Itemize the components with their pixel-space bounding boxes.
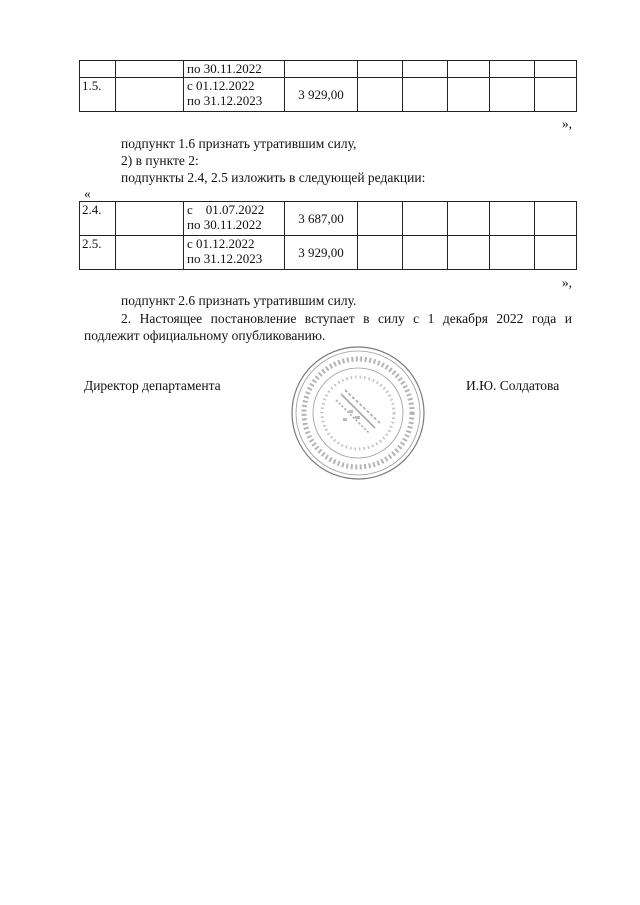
paragraph-effective-date: 2. Настоящее постановление вступает в силу с 1 декабря 2022 года и подлежит официальному опубликованию.: [84, 311, 572, 343]
period-line: по 30.11.2022: [187, 217, 262, 232]
period-line: с 01.12.2022: [187, 236, 255, 251]
table-cell: [116, 236, 184, 270]
table-cell: [403, 78, 448, 112]
table-cell: [116, 61, 184, 78]
table-cell: [358, 236, 403, 270]
table-cell: [448, 236, 490, 270]
row-number: 2.5.: [80, 236, 116, 270]
period-line: по 31.12.2023: [187, 251, 263, 266]
paragraph-edit-intro: подпункты 2.4, 2.5 изложить в следующей редакции:: [121, 170, 426, 185]
table-cell: [448, 78, 490, 112]
period-cell: [184, 78, 285, 112]
table-cell: [403, 61, 448, 78]
period-cell: [184, 202, 285, 236]
amount-cell: 3 687,00: [285, 202, 358, 236]
table-cell: [358, 202, 403, 236]
paragraph-point-2: 2) в пункте 2:: [121, 153, 199, 168]
table-cell: [448, 202, 490, 236]
table-row: [80, 61, 577, 78]
table-cell: [358, 61, 403, 78]
closing-quote: »,: [561, 275, 572, 290]
table-cell: [358, 78, 403, 112]
opening-quote: «: [84, 186, 91, 201]
signatory-name: И.Ю. Солдатова: [466, 378, 560, 393]
paragraph-subitem-1-6: подпункт 1.6 признать утратившим силу,: [121, 136, 357, 151]
table-cell: [535, 78, 577, 112]
table-cell: [535, 61, 577, 78]
amount-cell: 3 929,00: [285, 78, 358, 112]
period-cell: [184, 236, 285, 270]
row-number: [80, 61, 116, 78]
table-cell: [403, 236, 448, 270]
tariff-table-2: [79, 201, 577, 270]
table-row: [80, 236, 577, 270]
table-cell: [116, 202, 184, 236]
amount-cell: [285, 61, 358, 78]
row-number: 1.5.: [80, 78, 116, 112]
table-cell: [448, 61, 490, 78]
signatory-position: Директор департамента: [84, 378, 221, 393]
period-line: по 30.11.2022: [187, 61, 262, 76]
official-stamp-seal: [289, 344, 427, 482]
table-cell: [116, 78, 184, 112]
closing-quote: »,: [561, 116, 572, 131]
table-cell: [403, 202, 448, 236]
amount-cell: 3 929,00: [285, 236, 358, 270]
table-cell: [535, 236, 577, 270]
tariff-table-1: [79, 60, 577, 112]
period-cell: [184, 61, 285, 78]
table-cell: [490, 61, 535, 78]
table-cell: [490, 78, 535, 112]
period-line: с 01.07.2022: [187, 202, 265, 217]
period-line: по 31.12.2023: [187, 93, 263, 108]
table-row: [80, 202, 577, 236]
table-cell: [535, 202, 577, 236]
row-number: 2.4.: [80, 202, 116, 236]
table-cell: [490, 202, 535, 236]
table-row: [80, 78, 577, 112]
period-line: с 01.12.2022: [187, 78, 255, 93]
paragraph-subitem-2-6: подпункт 2.6 признать утратившим силу.: [121, 293, 357, 308]
table-cell: [490, 236, 535, 270]
